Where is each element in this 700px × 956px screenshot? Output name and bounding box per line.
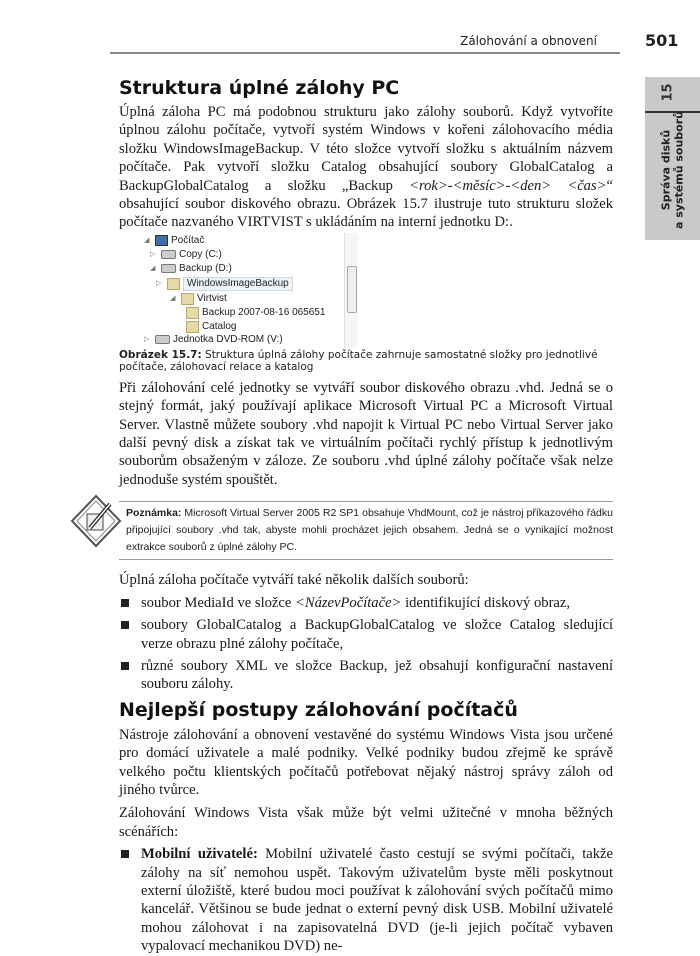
tree-item[interactable] — [150, 263, 232, 275]
tree-label: WindowsImageBackup — [183, 277, 293, 291]
note — [126, 505, 613, 556]
chapter-label-line1: Správa disků — [659, 129, 673, 211]
figure-caption — [119, 349, 613, 374]
paragraph: Zálohování Windows Vista však může být velmi užitečné v mnoha běžných scénářích: — [119, 805, 613, 840]
collapsed-icon: ▷ — [156, 279, 162, 287]
running-header-title: Zálohování a obnovení — [460, 34, 597, 48]
bullet-icon — [121, 850, 129, 858]
folder-icon — [186, 307, 199, 319]
note-box — [119, 501, 613, 560]
tree-item[interactable] — [186, 307, 325, 319]
text: identifikující diskový obraz, — [401, 594, 571, 611]
expanded-icon: ◢ — [150, 264, 156, 272]
chapter-number: 15 — [660, 83, 676, 102]
tree-label: Počítač — [171, 234, 205, 246]
paragraph: Při zálohování celé jednotky se vytváří soubor diskového obrazu .vhd. Jedná se o stejný formát, jaký používají aplikace Microsoft Virtual PC a Microsoft Virtual Server. Vlastně můžete soubory .vhd napojit k Virtual PC nebo Virtual Server jako další pevný disk a získat tak ve virtuálním počítači rychlý přístup k jednotlivým souborům obsaženým v záloze. Ze souboru .vhd úplné zálohy počítače však nelze jednoduše systém spouštět. — [119, 379, 613, 488]
folder-icon — [167, 278, 180, 290]
text: Úplná záloha PC má podobnou strukturu jako zálohy souborů. Když vytvoříte úplnou zálohu počítače, vytvoří systém Windows v kořeni zálohovacího média složku WindowsImageBackup. V této složce vytvoří složku s aktuálním názvem počítače. Pak vytvoří složku Catalog obsahující soubory GlobalCatalog a BackupGlobalCatalog a složku „Backup — [119, 104, 613, 194]
text: soubor MediaId ve složce — [141, 594, 295, 611]
italic-text: <rok>-<měsíc>-<den> <čas> — [409, 177, 607, 194]
bullet-icon — [121, 662, 129, 670]
pencil-note-icon — [70, 494, 122, 548]
dvd-drive-icon — [155, 335, 170, 344]
page-number: 501 — [645, 31, 679, 50]
bold-term: Mobilní uživatelé: — [141, 846, 258, 863]
list-item — [119, 845, 613, 955]
section-heading: Struktura úplné zálohy PC — [119, 77, 400, 99]
text: Mobilní uživatelé často cestují se svými počítači, takže zálohy na síť nemohou uspět. Takovým uživatelům byste měli poskytnout externí úložiště, které budou moci používat k zálohování svých počítačů mimo kancelář. Většinou se bude jednat o externí pevný disk USB. Mobilní uživatelé mohou zálohovat i na zapisovatelná DVD (je-li jejich počítač vybaven vypalovací mechanikou DVD) ne- — [141, 846, 613, 955]
tree-label: Backup 2007-08-16 065651 — [202, 306, 326, 318]
caption-text: Struktura úplná zálohy počítače zahrnuje samostatné složky pro jednotlivé počítače, zálohovací relace a katalog — [119, 348, 598, 374]
folder-icon — [186, 321, 199, 333]
text: “ obsahující soubor diskového obrazu. Obrázek 15.7 ilustruje tuto strukturu složek počítače nazvaného VIRTVIST s ukládáním na interní jednotku D:. — [119, 177, 613, 231]
paragraph — [119, 103, 613, 232]
tree-item[interactable] — [150, 249, 222, 261]
bullet-icon — [121, 621, 129, 629]
tree-item[interactable] — [186, 321, 236, 333]
tree-item[interactable] — [144, 235, 204, 247]
paragraph: Nástroje zálohování a obnovení vestavěné do systému Windows Vista jsou určené pro domácí uživatele a malé podniky. Velké podniky budou zřejmě ke správě velkého počtu klientských počítačů potřebovat nějaký nástroj správy záloh od jiného tvůrce. — [119, 726, 613, 798]
expanded-icon: ◢ — [170, 294, 176, 302]
scrollbar[interactable] — [344, 233, 358, 347]
tree-label: Jednotka DVD-ROM (V:) — [173, 333, 283, 345]
paragraph: Úplná záloha počítače vytváří také několik dalších souborů: — [119, 572, 469, 589]
bullet-icon — [121, 599, 129, 607]
list-item — [119, 616, 613, 653]
chapter-label — [660, 103, 686, 238]
tree-label: Copy (C:) — [179, 248, 222, 260]
tree-item[interactable] — [170, 293, 227, 305]
drive-icon — [161, 264, 176, 273]
section-heading: Nejlepší postupy zálohování počítačů — [119, 698, 518, 721]
header-rule — [110, 52, 620, 54]
drive-icon — [161, 250, 176, 259]
text: soubory GlobalCatalog a BackupGlobalCatalog ve složce Catalog sledující verze obrazu plné zálohy počítače, — [141, 617, 613, 652]
caption-label: Obrázek 15.7: — [119, 348, 202, 361]
note-label: Poznámka: — [126, 507, 182, 520]
text-column — [119, 76, 613, 956]
tree-label: Catalog — [202, 320, 237, 332]
italic-text: <NázevPočítače> — [295, 594, 402, 611]
tree-label: Backup (D:) — [179, 262, 232, 274]
list-item — [119, 594, 613, 612]
scrollbar-thumb[interactable] — [347, 266, 357, 313]
tree-label: Virtvist — [197, 292, 227, 304]
note-text: Microsoft Virtual Server 2005 R2 SP1 obsahuje VhdMount, což je nástroj příkazového řádku připojující soubory .vhd tak, abyste mohli procházet jejich obsahem. Jedná se o vynikající možnost extrakce souborů z úplné zálohy PC. — [126, 507, 613, 554]
chapter-label-line2: a systémů souborů — [672, 111, 686, 229]
folder-tree-figure — [130, 233, 358, 347]
collapsed-icon: ▷ — [144, 335, 150, 343]
computer-icon — [155, 235, 168, 246]
tree-item[interactable] — [144, 334, 283, 346]
expanded-icon: ◢ — [144, 236, 150, 244]
list-item — [119, 657, 613, 694]
collapsed-icon: ▷ — [150, 250, 156, 258]
chapter-side-tab — [645, 77, 700, 240]
folder-icon — [181, 293, 194, 305]
tree-item-selected[interactable] — [156, 277, 293, 291]
text: různé soubory XML ve složce Backup, jež obsahují konfigurační nastavení souboru zálohy. — [141, 657, 613, 693]
